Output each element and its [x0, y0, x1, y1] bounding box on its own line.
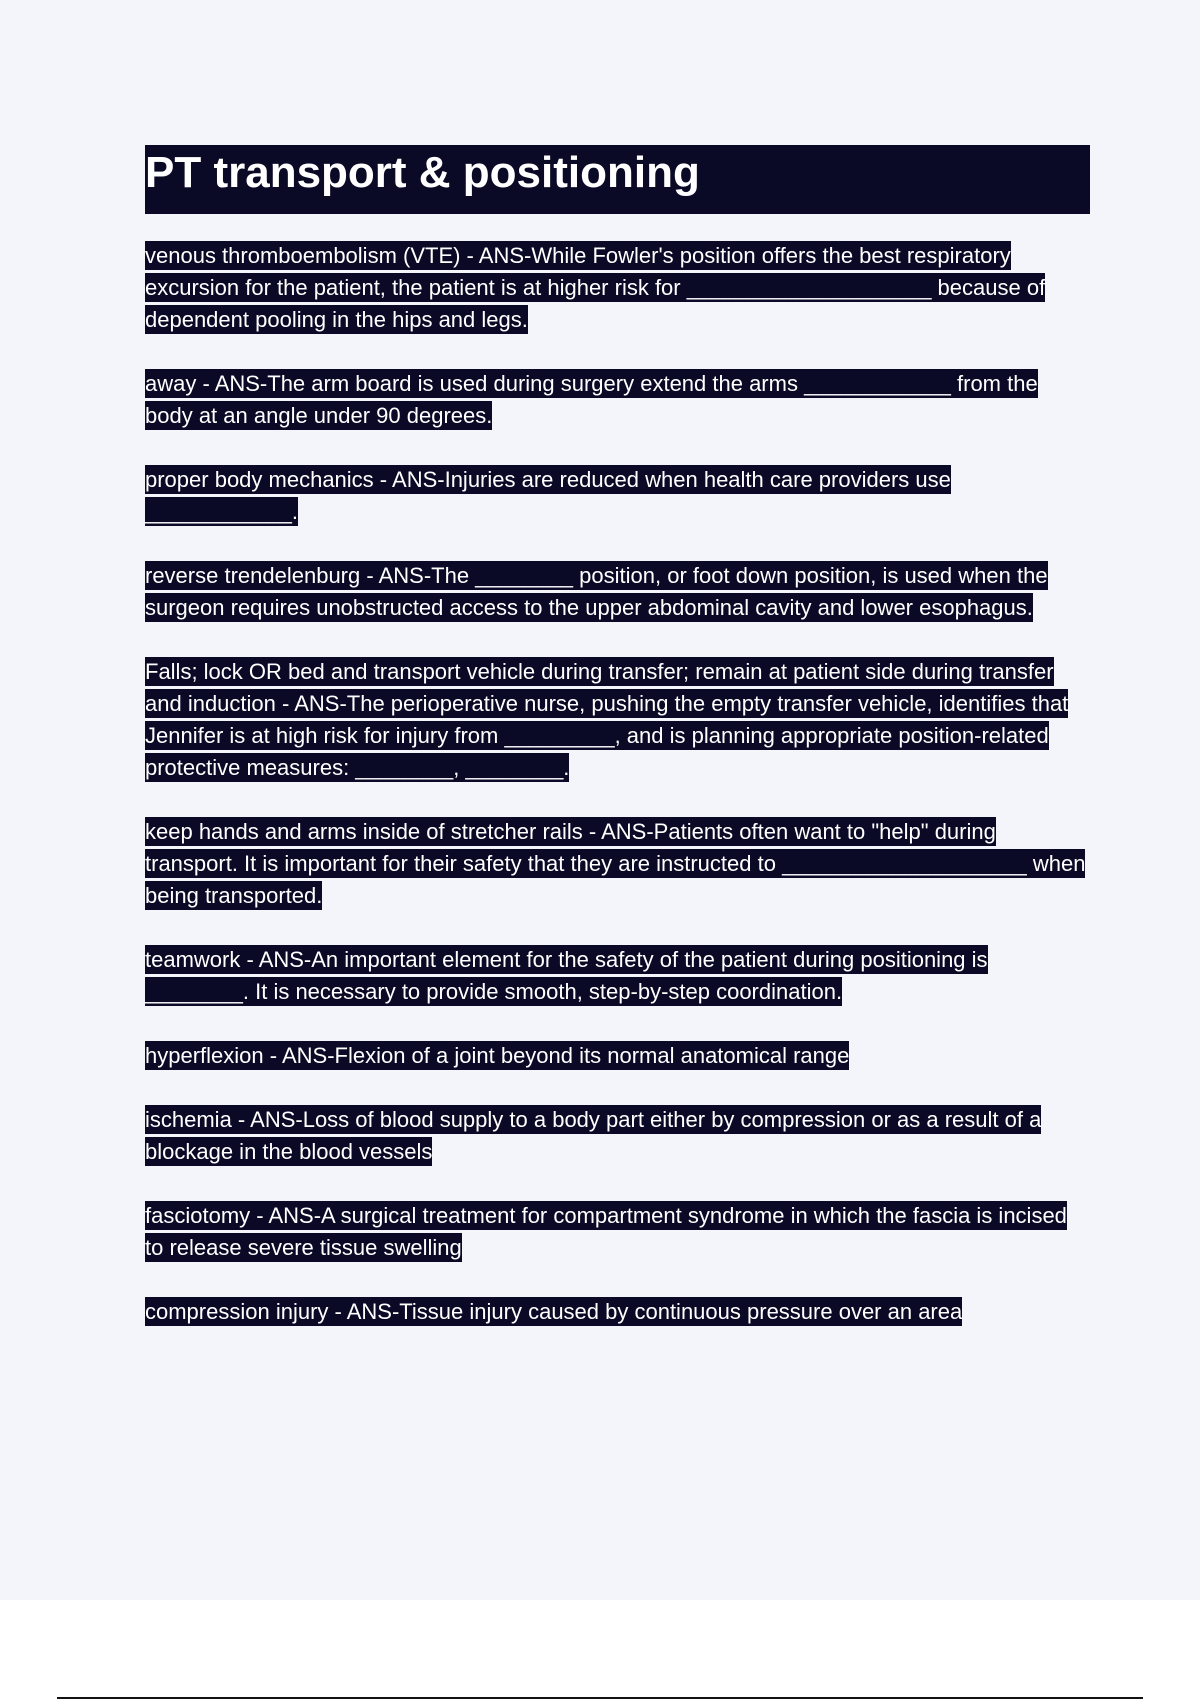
page-title: PT transport & positioning — [145, 148, 700, 197]
flashcard-entry — [145, 656, 1090, 784]
flashcard-text: hyperflexion - ANS-Flexion of a joint beyond its normal anatomical range — [145, 1043, 850, 1068]
flashcard-text: proper body mechanics - ANS-Injuries are reduced when health care providers use ____________. — [145, 467, 951, 524]
flashcard-text: compression injury - ANS-Tissue injury caused by continuous pressure over an area — [145, 1299, 963, 1324]
title-bar — [145, 145, 1090, 214]
flashcard-text: away - ANS-The arm board is used during surgery extend the arms ____________ from the body at an angle under 90 degrees. — [145, 371, 1038, 428]
flashcard-entry — [145, 1296, 1090, 1328]
footer-divider — [57, 1697, 1143, 1699]
flashcard-text: teamwork - ANS-An important element for the safety of the patient during positioning is ________. It is necessary to provide smooth, step-by-step coordination. — [145, 947, 988, 1004]
flashcard-text: ischemia - ANS-Loss of blood supply to a body part either by compression or as a result of a blockage in the blood vessels — [145, 1107, 1042, 1164]
flashcard-text: venous thromboembolism (VTE) - ANS-While Fowler's position offers the best respiratory excursion for the patient, the patient is at higher risk for ____________________ because of dependent pooling in the hips and legs. — [145, 243, 1046, 332]
flashcard-entry — [145, 368, 1090, 432]
flashcard-entry — [145, 1040, 1090, 1072]
flashcard-text: keep hands and arms inside of stretcher rails - ANS-Patients often want to "help" during transport. It is important for their safety that they are instructed to ____________________ when being transported. — [145, 819, 1086, 908]
document-content — [145, 145, 1090, 1360]
flashcard-entry — [145, 816, 1090, 912]
flashcard-entry — [145, 240, 1090, 336]
flashcard-entry — [145, 1104, 1090, 1168]
flashcard-entry — [145, 560, 1090, 624]
flashcard-text: reverse trendelenburg - ANS-The ________ position, or foot down position, is used when the surgeon requires unobstructed access to the upper abdominal cavity and lower esophagus. — [145, 563, 1048, 620]
flashcard-text: fasciotomy - ANS-A surgical treatment for compartment syndrome in which the fascia is incised to release severe tissue swelling — [145, 1203, 1067, 1260]
flashcard-entry — [145, 1200, 1090, 1264]
flashcard-entry — [145, 464, 1090, 528]
flashcard-entry — [145, 944, 1090, 1008]
flashcard-text: Falls; lock OR bed and transport vehicle during transfer; remain at patient side during transfer and induction - ANS-The perioperative nurse, pushing the empty transfer vehicle, identifies that Jennifer is at high risk for injury from _________, and is planning appropriate position-related protective measures: ________, ________. — [145, 659, 1069, 780]
